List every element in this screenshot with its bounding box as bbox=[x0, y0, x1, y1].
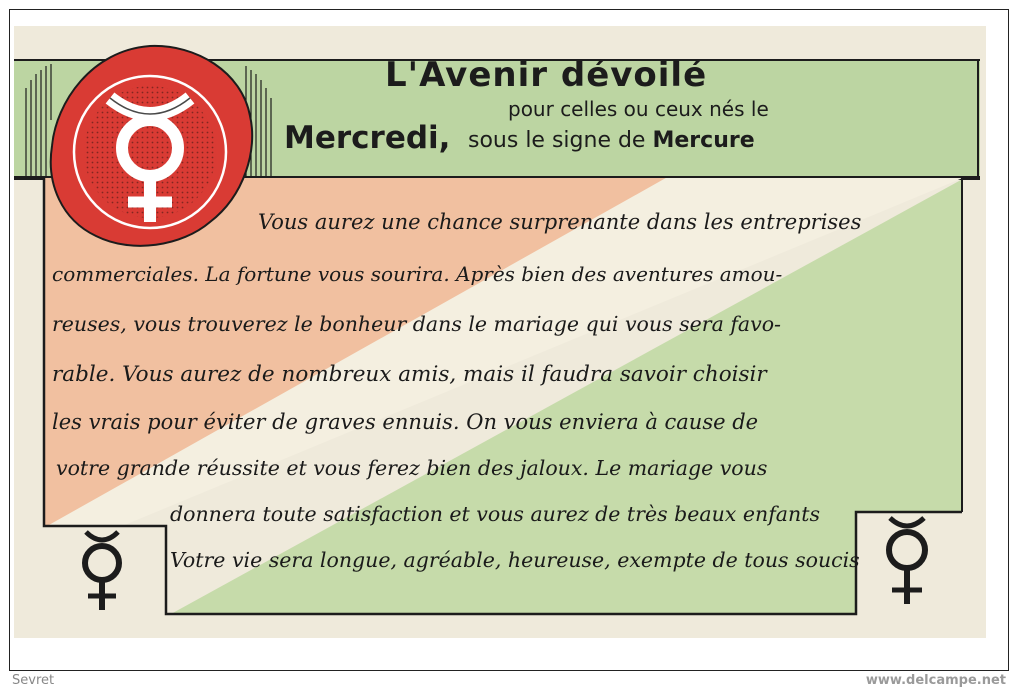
watermark-left: Sevret bbox=[12, 673, 55, 688]
mercury-icon-left bbox=[85, 532, 119, 610]
watermark-right: www.delcampe.net bbox=[865, 673, 1006, 688]
fortune-line: donnera toute satisfaction et vous aurez de très beaux enfants bbox=[170, 502, 820, 526]
card-title: L'Avenir dévoilé bbox=[385, 55, 708, 95]
card-sign-line bbox=[468, 128, 755, 153]
sign-name: Mercure bbox=[652, 128, 755, 153]
mercury-icon-right bbox=[889, 518, 925, 604]
fortune-line: commerciales. La fortune vous sourira. Après bien des aventures amou- bbox=[52, 262, 783, 286]
fortune-line: Vous aurez une chance surprenante dans les entreprises bbox=[258, 210, 862, 234]
fortune-line: votre grande réussite et vous ferez bien des jaloux. Le mariage vous bbox=[56, 456, 768, 480]
fortune-line: reuses, vous trouverez le bonheur dans le mariage qui vous sera favo- bbox=[52, 312, 781, 336]
card-day: Mercredi, bbox=[284, 120, 451, 156]
sign-prefix: sous le signe de bbox=[468, 128, 646, 153]
card-subtitle: pour celles ou ceux nés le bbox=[508, 97, 769, 121]
fortune-line: les vrais pour éviter de graves ennuis. On vous enviera à cause de bbox=[52, 410, 759, 434]
fortune-line: rable. Vous aurez de nombreux amis, mais il faudra savoir choisir bbox=[52, 362, 767, 387]
fortune-line: Votre vie sera longue, agréable, heureuse, exempte de tous soucis bbox=[170, 548, 860, 572]
